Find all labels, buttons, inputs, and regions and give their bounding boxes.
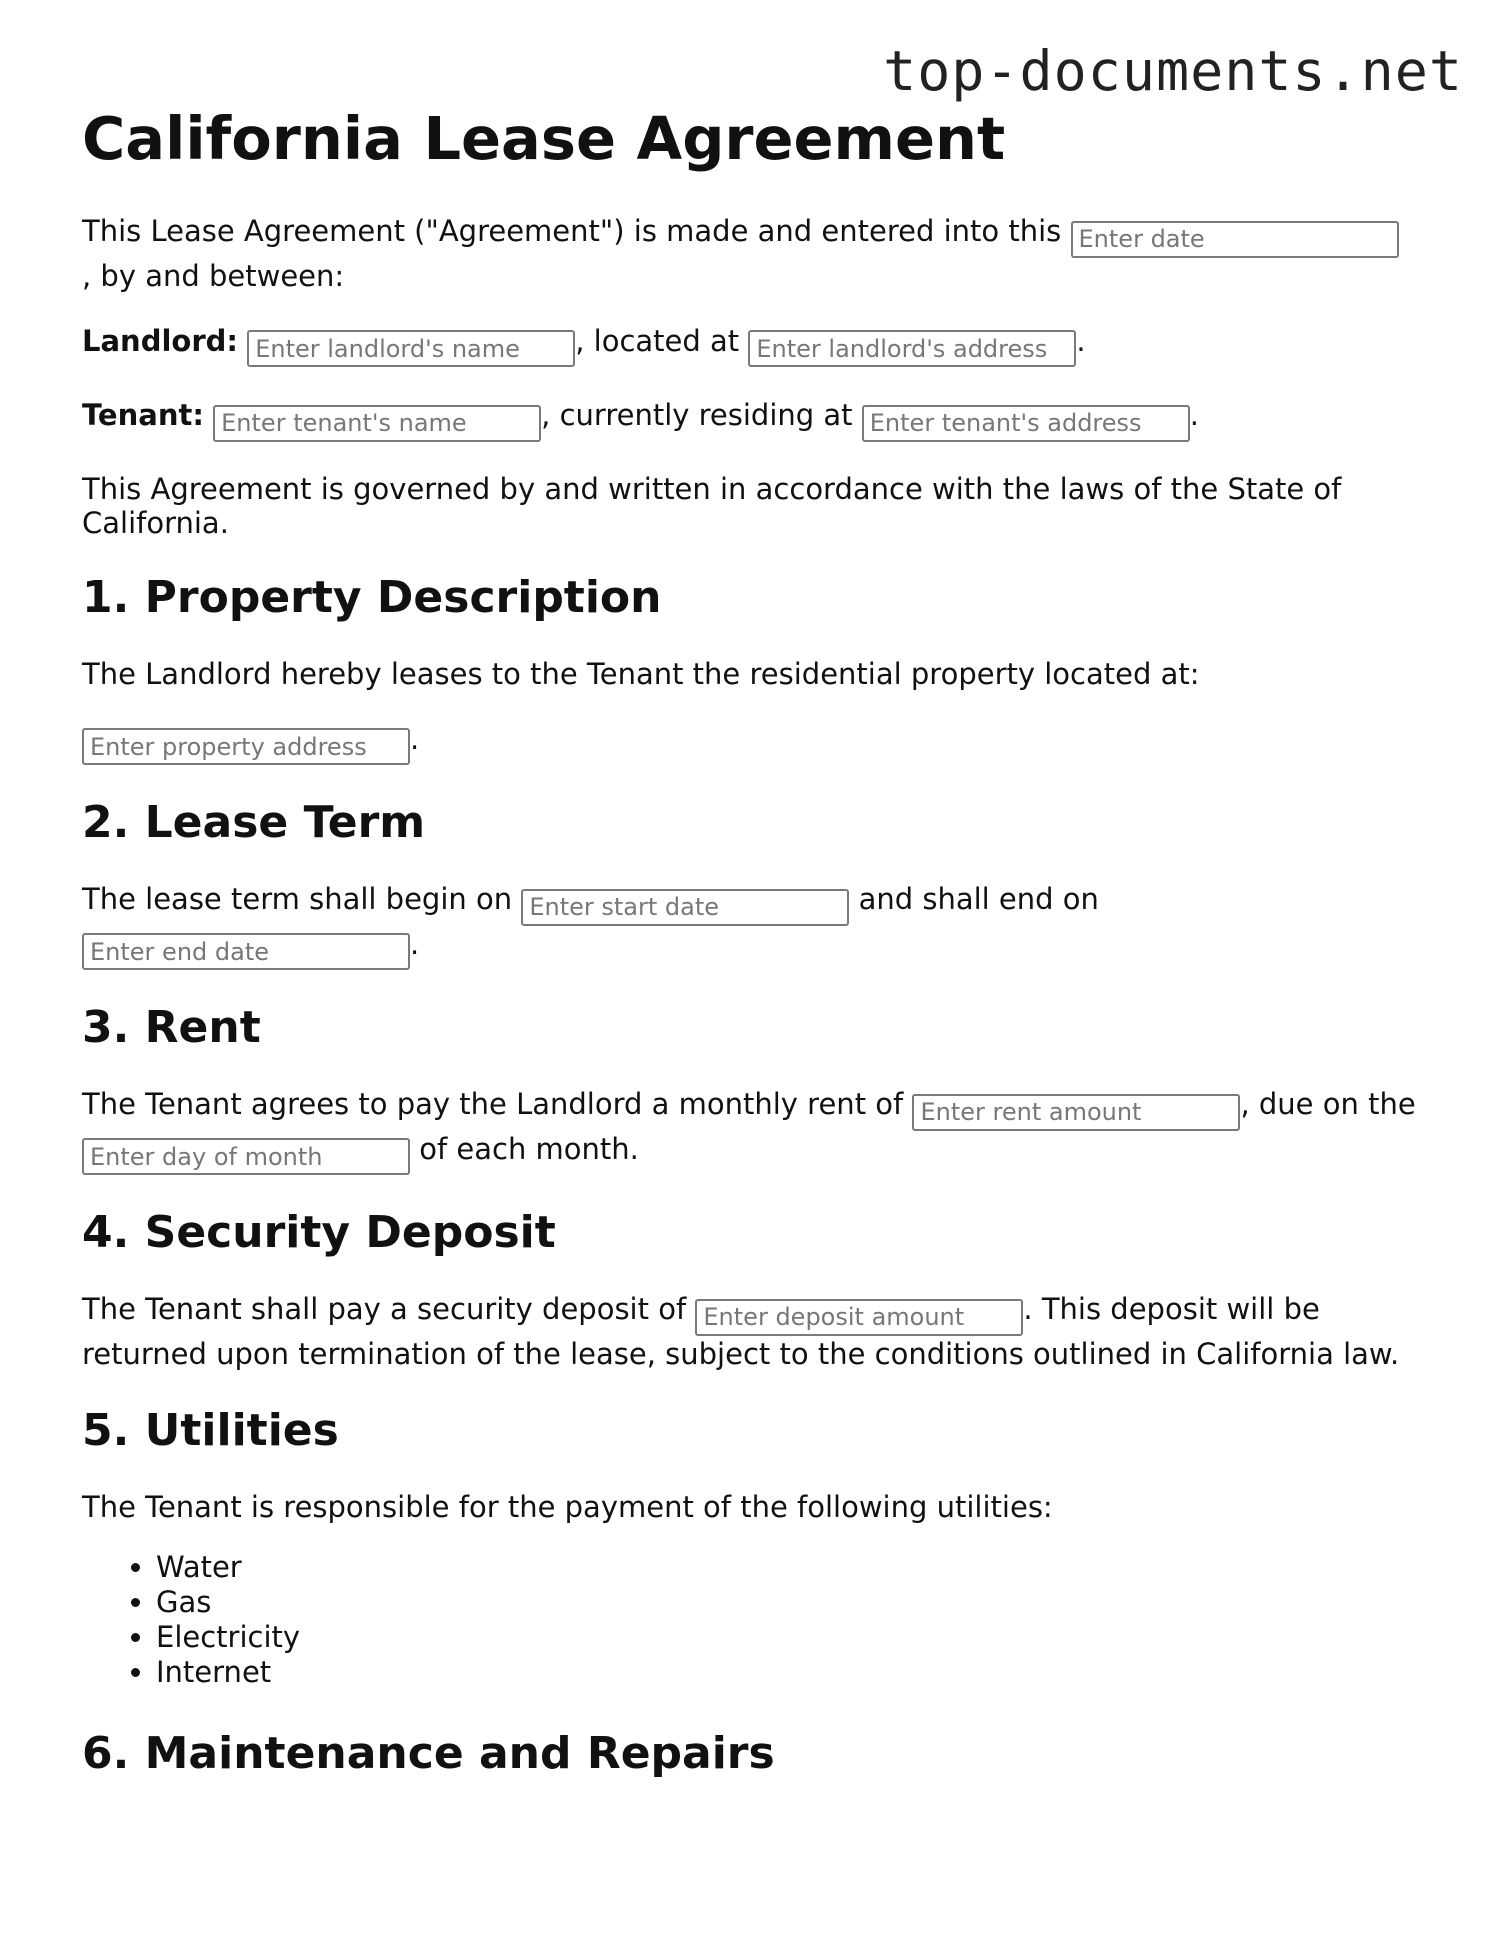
document-title: California Lease Agreement [82, 104, 1006, 173]
landlord-line-end: . [1076, 323, 1086, 358]
tenant-address-input[interactable] [862, 405, 1190, 442]
landlord-name-input[interactable] [247, 330, 575, 367]
rent-amount-input[interactable] [912, 1094, 1240, 1131]
heading-property-description: 1. Property Description [82, 571, 662, 623]
lease-term-end: . [410, 926, 420, 961]
governing-law-paragraph: This Agreement is governed by and written in accordance with the laws of the State of California. [82, 471, 1342, 540]
intro-paragraph [82, 213, 1422, 295]
list-item: • Water [156, 1550, 1422, 1585]
watermark: top-documents.net [883, 39, 1463, 103]
lease-term-paragraph [82, 881, 1422, 970]
tenant-line [82, 397, 1422, 442]
tenant-line-end: . [1189, 398, 1199, 432]
agreement-date-input[interactable] [1071, 221, 1399, 258]
intro-text-after: , by and between: [82, 258, 345, 293]
tenant-residing-text: , currently residing at [541, 398, 853, 432]
lease-term-text: The lease term shall begin on [82, 882, 513, 916]
lease-start-date-input[interactable] [521, 889, 849, 926]
rent-middle-text: , due on the [1240, 1087, 1416, 1121]
document-body [82, 213, 1422, 1812]
deposit-text: The Tenant shall pay a security deposit of [82, 1292, 687, 1326]
lease-term-middle-text: and shall end on [858, 882, 1099, 916]
utilities-text: The Tenant is responsible for the payment of the following utilities: [82, 1489, 1053, 1524]
lease-end-date-input[interactable] [82, 933, 410, 970]
heading-lease-term: 2. Lease Term [82, 797, 426, 848]
list-item: • Electricity [156, 1620, 1422, 1655]
deposit-paragraph [82, 1291, 1422, 1373]
rent-paragraph [82, 1086, 1422, 1175]
heading-rent: 3. Rent [82, 1002, 261, 1053]
heading-security-deposit: 4. Security Deposit [82, 1207, 556, 1258]
utilities-list [82, 1550, 1422, 1690]
landlord-located-text: , located at [575, 323, 740, 358]
property-text: The Landlord hereby leases to the Tenant the residential property located at: [82, 656, 1200, 691]
property-address-line [82, 721, 1422, 766]
intro-text: This Lease Agreement ("Agreement") is made and entered into this [82, 214, 1062, 248]
rent-text: The Tenant agrees to pay the Landlord a monthly rent of [82, 1087, 904, 1121]
deposit-end-text: . This deposit will be returned upon termination of the lease, subject to the conditions outlined in California law. [82, 1292, 1400, 1371]
property-address-input[interactable] [82, 728, 410, 765]
tenant-name-input[interactable] [213, 405, 541, 442]
tenant-label: Tenant: [82, 398, 204, 432]
landlord-address-input[interactable] [748, 330, 1076, 367]
property-line-end: . [410, 721, 420, 756]
list-item: • Internet [156, 1655, 1422, 1690]
deposit-amount-input[interactable] [695, 1299, 1023, 1336]
list-item: • Gas [156, 1585, 1422, 1620]
landlord-line [82, 323, 1422, 368]
landlord-label: Landlord: [82, 323, 238, 358]
heading-utilities: 5. Utilities [82, 1404, 339, 1456]
rent-end-text: of each month. [419, 1131, 639, 1166]
rent-due-day-input[interactable] [82, 1138, 410, 1175]
heading-maintenance: 6. Maintenance and Repairs [82, 1727, 775, 1779]
